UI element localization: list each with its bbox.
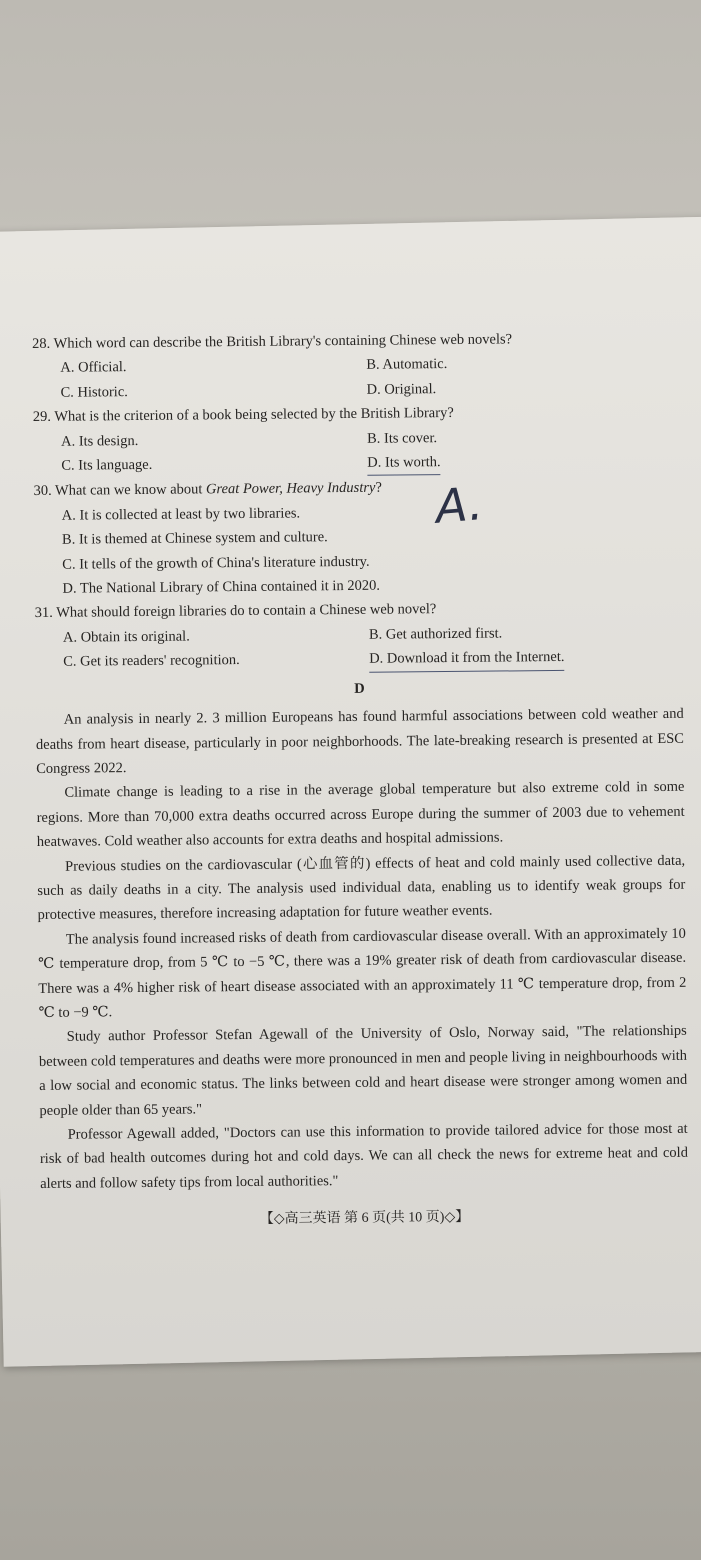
q31-option-c: C. Get its readers' recognition. (63, 652, 240, 670)
passage-paragraph-5: Study author Professor Stefan Agewall of the University of Oslo, Norway said, "The relationships between cold temperatures and deaths were more pronounced in men and people living in neighbourhoods with a low social and economic status. The links between cold and heart disease were stronger among women and people older than 65 years." (38, 1023, 688, 1119)
question-29-stem: 29. What is the criterion of a book being selected by the British Library? (32, 405, 454, 426)
passage-paragraph-6: Professor Agewall added, "Doctors can use this information to provide tailored advice for those most at risk of bad health outcomes during hot and cold days. We can all check the news for extreme heat and cold alerts and follow safety tips from local authorities." (39, 1120, 688, 1192)
q28-option-b: B. Automatic. (366, 356, 448, 374)
q30-option-b: B. It is themed at Chinese system and culture. (61, 529, 328, 548)
q30-option-a: A. It is collected at least by two libraries. (61, 505, 301, 524)
q30-option-d: D. The National Library of China contained it in 2020. (62, 577, 380, 597)
page-footer: 【◇高三英语 第 6 页(共 10 页)◇】 (259, 1210, 470, 1228)
question-30-stem: 30. What can we know about Great Power, Heavy Industry? (33, 480, 382, 500)
q28-option-c: C. Historic. (60, 383, 128, 401)
q29-option-a: A. Its design. (60, 432, 139, 450)
q31-option-a: A. Obtain its original. (62, 628, 190, 646)
q29-option-d: D. Its worth. (367, 450, 441, 476)
q31-option-b: B. Get authorized first. (368, 625, 503, 643)
question-29 (33, 399, 682, 479)
q30-option-c: C. It tells of the growth of China's literature industry. (62, 553, 370, 573)
q29-option-c: C. Its language. (61, 456, 153, 474)
passage-d-heading: D (354, 680, 365, 697)
passage-paragraph-2: Climate change is leading to a rise in the average global temperature but also extreme cold in some regions. More than 70,000 extra deaths occurred across Europe during the summer of 2003 due to vehement heatwaves. Cold weather also accounts for extra deaths and hospital admissions. (36, 779, 685, 851)
q29-option-b: B. Its cover. (366, 429, 438, 447)
q28-option-d: D. Original. (366, 380, 437, 398)
question-31 (35, 595, 684, 675)
q30-book-title: Great Power, Heavy Industry (205, 480, 376, 498)
exam-page-content (32, 326, 689, 1235)
handwritten-answer: A. (433, 476, 485, 535)
passage-paragraph-4: The analysis found increased risks of death from cardiovascular disease overall. With an approximately 10 ℃ temperature drop, from 5 ℃ to −5 ℃, there was a 19% greater risk of death from cardiovascular disease. There was a 4% higher risk of heart disease associated with an approximately 11 ℃ temperature drop, from 2 ℃ to −9 ℃. (37, 925, 687, 1021)
question-28-stem: 28. Which word can describe the British Library's containing Chinese web novels? (32, 331, 513, 352)
passage-paragraph-3: Previous studies on the cardiovascular (心血管的) effects of heat and cold mainly used collective data, such as daily deaths in a city. The analysis used individual data, enabling us to identify weak groups for protective measures, therefore increasing adaptation for future weather events. (37, 852, 686, 924)
q31-option-d: D. Download it from the Internet. (369, 645, 565, 672)
question-30 (33, 473, 682, 601)
q28-option-a: A. Official. (60, 359, 127, 377)
question-31-stem: 31. What should foreign libraries do to contain a Chinese web novel? (34, 601, 437, 622)
passage-paragraph-1: An analysis in nearly 2. 3 million Europeans has found harmful associations between cold weather and deaths from heart disease, particularly in poor neighborhoods. The late-breaking research is presented at ESC Congress 2022. (35, 705, 685, 777)
question-28 (32, 326, 681, 405)
